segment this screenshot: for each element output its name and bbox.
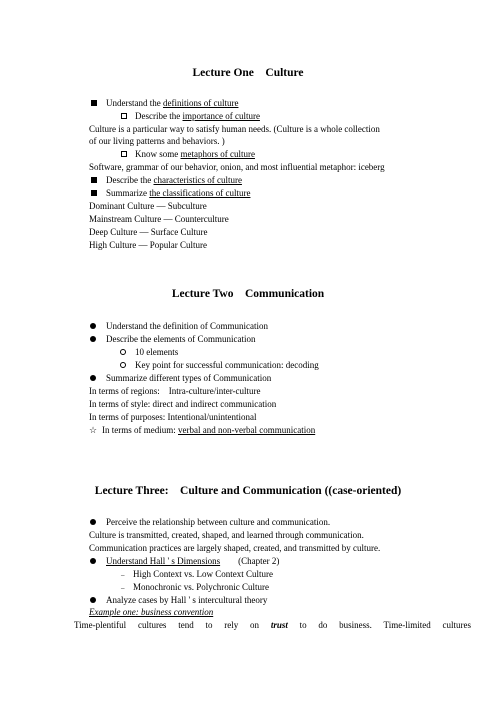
lecture-one-paragraph-2: Software, grammar of our behavior, onion, and most influential metaphor: iceberg [89, 162, 385, 172]
lecture-two-item-2: Describe the elements of Communication [90, 334, 255, 345]
lecture-one-item-4: Describe the characteristics of culture [91, 175, 242, 186]
lecture-two-item-3: Summarize different types of Communication [90, 373, 271, 384]
communication-type-4: ☆ In terms of medium: verbal and non-verbal communication [89, 425, 316, 435]
lecture-two-sub-1: 10 elements [120, 347, 178, 358]
lecture-three-paragraph-1: Culture is transmitted, created, shaped, and learned through communication. [89, 530, 364, 540]
communication-type-2: In terms of style: direct and indirect communication [89, 399, 277, 409]
filled-circle-bullet-icon [90, 519, 96, 525]
classification-1: Dominant Culture — Subculture [89, 201, 207, 211]
filled-square-bullet-icon [91, 100, 97, 106]
dash-bullet-icon: – [121, 571, 125, 579]
star-outline-icon: ☆ [89, 425, 98, 435]
lecture-three-last-line: Time-plentiful cultures tend to rely on trust to do business. Time-limited cultures [74, 620, 471, 630]
example-heading: Example one: business convention [89, 607, 214, 617]
lecture-two-title: Lecture Two Communication [171, 288, 325, 300]
lecture-one-paragraph-1a: Culture is a particular way to satisfy human needs. (Culture is a whole collection [89, 124, 380, 134]
filled-circle-bullet-icon [90, 336, 96, 342]
filled-circle-bullet-icon [90, 558, 96, 564]
lecture-two-item-1: Understand the definition of Communication [90, 321, 268, 332]
filled-square-bullet-icon [91, 190, 97, 196]
lecture-three-title: Lecture Three: Culture and Communication ((case-oriented) [94, 485, 402, 497]
lecture-one-item-2: Describe the importance of culture [121, 111, 260, 122]
filled-square-bullet-icon [91, 177, 97, 183]
lecture-three-item-1: Perceive the relationship between culture and communication. [90, 517, 330, 528]
hall-dimension-2: – Monochronic vs. Polychronic Culture [121, 582, 269, 592]
lecture-three-item-3: Analyze cases by Hall ' s intercultural theory [90, 595, 267, 606]
filled-circle-bullet-icon [90, 375, 96, 381]
open-circle-bullet-icon [120, 362, 126, 368]
open-square-bullet-icon [121, 151, 127, 157]
filled-circle-bullet-icon [90, 323, 96, 329]
lecture-one-item-1: Understand the definitions of culture [91, 98, 238, 109]
dash-bullet-icon: – [121, 584, 125, 592]
filled-circle-bullet-icon [90, 597, 96, 603]
lecture-one-title: Lecture One Culture [192, 67, 304, 79]
classification-3: Deep Culture — Surface Culture [89, 227, 208, 237]
lecture-one-item-5: Summarize the classifications of culture [91, 188, 250, 199]
classification-4: High Culture — Popular Culture [89, 240, 207, 250]
lecture-three-paragraph-2: Communication practices are largely shaped, created, and transmitted by culture. [89, 543, 381, 553]
classification-2: Mainstream Culture — Counterculture [89, 214, 229, 224]
lecture-one-item-3: Know some metaphors of culture [121, 149, 255, 160]
lecture-two-sub-2: Key point for successful communication: decoding [120, 360, 319, 371]
communication-type-1: In terms of regions: Intra-culture/inter-culture [89, 386, 261, 396]
communication-type-3: In terms of purposes: Intentional/unintentional [89, 412, 257, 422]
open-circle-bullet-icon [120, 349, 126, 355]
hall-dimension-1: – High Context vs. Low Context Culture [121, 569, 273, 579]
lecture-three-item-2: Understand Hall ' s Dimensions (Chapter 2) [90, 556, 279, 567]
lecture-one-paragraph-1b: of our living patterns and behaviors. ) [89, 136, 225, 146]
open-square-bullet-icon [121, 113, 127, 119]
